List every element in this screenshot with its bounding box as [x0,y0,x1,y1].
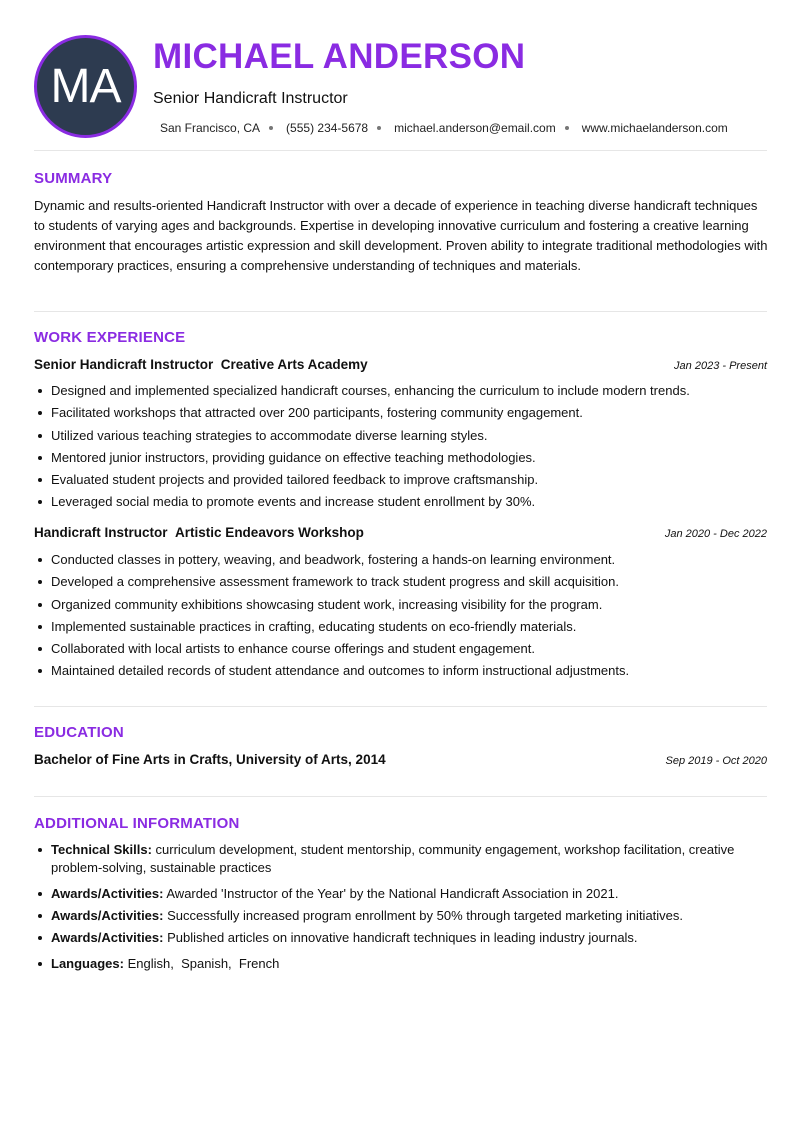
divider [34,150,767,151]
list-item: Utilized various teaching strategies to accommodate diverse learning styles. [34,427,769,445]
item-label: Awards/Activities: [51,930,164,945]
job-bullets [34,382,769,516]
contact-website[interactable]: www.michaelanderson.com [581,121,728,135]
job-role: Senior Handicraft Instructor [34,357,214,372]
item-label: Awards/Activities: [51,908,164,923]
job-company: Artistic Endeavors Workshop [175,525,364,540]
list-item [34,841,769,877]
list-item: Implemented sustainable practices in crafting, educating students on eco-friendly materials. [34,618,769,636]
job-dates: Jan 2023 - Present [674,360,767,372]
list-item: Maintained detailed records of student attendance and outcomes to inform instructional adjustments. [34,662,769,680]
item-text: Awarded 'Instructor of the Year' by the National Handicraft Association in 2021. [166,886,619,901]
list-item: Conducted classes in pottery, weaving, and beadwork, fostering a hands-on learning environment. [34,551,769,569]
item-text: Published articles on innovative handicraft techniques in leading industry journals. [167,930,638,945]
item-text: Successfully increased program enrollment by 50% through targeted marketing initiatives. [167,908,684,923]
item-label: Awards/Activities: [51,886,164,901]
section-title-summary: SUMMARY [34,170,113,187]
list-item [34,885,769,903]
divider [34,311,767,312]
list-item [34,929,769,947]
job-dates: Jan 2020 - Dec 2022 [664,528,767,540]
job-company: Creative Arts Academy [220,357,368,372]
list-item: Evaluated student projects and provided tailored feedback to improve craftsmanship. [34,471,769,489]
job-role: Handicraft Instructor [34,525,168,540]
list-item: Facilitated workshops that attracted over 200 participants, fostering community engagement. [34,404,769,422]
avatar-initials: MA [50,60,121,113]
divider [34,796,767,797]
list-item: Collaborated with local artists to enhance course offerings and student engagement. [34,640,769,658]
list-item: Leveraged social media to promote events and increase student enrollment by 30%. [34,493,769,511]
contact-bar [160,120,728,136]
education-entry [34,752,767,767]
bullet-separator-icon [565,126,569,130]
additional-info-list [34,841,769,977]
list-item: Designed and implemented specialized handicraft courses, enhancing the curriculum to include modern trends. [34,382,769,400]
avatar [34,35,137,138]
job-header [34,525,767,540]
item-label: Technical Skills: [51,842,152,857]
item-text: English, Spanish, French [127,956,280,971]
summary-text: Dynamic and results-oriented Handicraft Instructor with over a decade of experience in teaching diverse handicraft techniques to students of varying ages and backgrounds. Expertise in developing innovative curriculum and fostering a creative learning environment that encourages artistic expression and skill development. Proven ability to integrate traditional methodologies with contemporary practices, ensuring a comprehensive understanding of techniques and materials. [34,198,768,273]
list-item [34,907,769,925]
bullet-separator-icon [269,126,273,130]
list-item: Organized community exhibitions showcasing student work, increasing visibility for the program. [34,596,769,614]
job-header [34,357,767,372]
education-degree: Bachelor of Fine Arts in Crafts, University of Arts, 2014 [34,752,386,767]
contact-phone[interactable]: (555) 234-5678 [286,121,369,135]
list-item [34,955,769,973]
list-item: Mentored junior instructors, providing guidance on effective teaching methodologies. [34,449,769,467]
bullet-separator-icon [377,126,381,130]
item-label: Languages: [51,956,124,971]
section-title-work-experience: WORK EXPERIENCE [34,329,186,346]
section-title-additional-information: ADDITIONAL INFORMATION [34,815,240,832]
item-text: curriculum development, student mentorship, community engagement, workshop facilitation, creative problem-solving, sustainable practices [51,842,735,875]
job-bullets [34,551,769,685]
candidate-title: Senior Handicraft Instructor [153,90,348,107]
education-dates: Sep 2019 - Oct 2020 [665,755,767,767]
job-role-company [34,525,364,540]
list-item: Developed a comprehensive assessment framework to track student progress and skill acquisition. [34,573,769,591]
contact-email[interactable]: michael.anderson@email.com [394,121,556,135]
divider [34,706,767,707]
contact-location: San Francisco, CA [160,121,261,135]
candidate-name: MICHAEL ANDERSON [153,37,526,76]
section-title-education: EDUCATION [34,724,124,741]
job-role-company [34,357,368,372]
